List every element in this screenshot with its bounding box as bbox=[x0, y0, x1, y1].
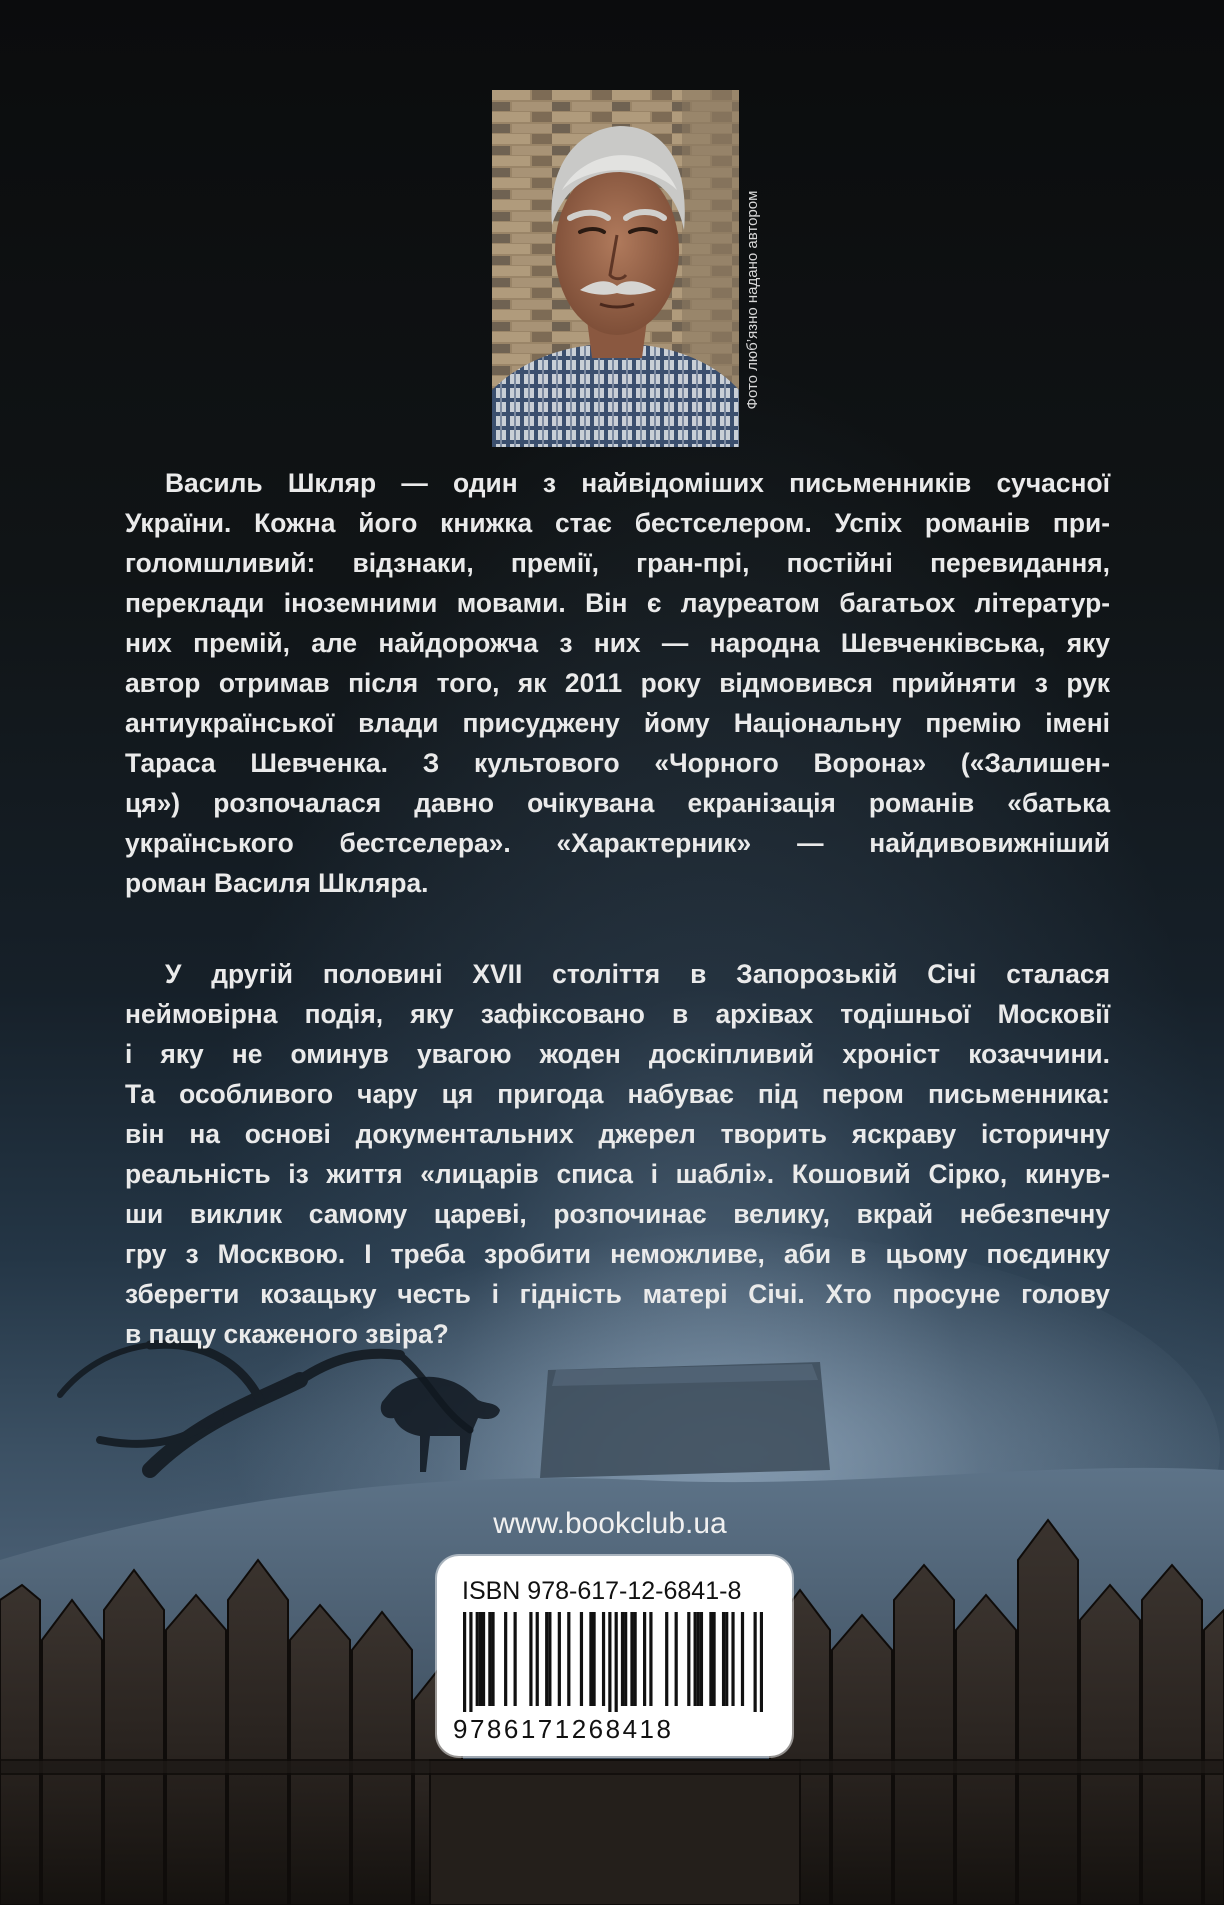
synopsis-line: в пащу скаженого звіра? bbox=[125, 1319, 449, 1349]
barcode-bar bbox=[488, 1612, 491, 1706]
barcode-bar bbox=[634, 1612, 637, 1706]
synopsis-line: неймовірна подія, яку зафіксовано в архівах тодішньої Московії bbox=[125, 999, 1110, 1029]
photo-credit: Фото люб’язно надано автором bbox=[744, 190, 761, 410]
barcode-bar bbox=[514, 1612, 517, 1706]
barcode-bar bbox=[694, 1612, 697, 1706]
barcode-bar bbox=[536, 1612, 539, 1706]
barcode-bar bbox=[630, 1612, 633, 1706]
publisher-website: www.bookclub.ua bbox=[493, 1507, 727, 1540]
barcode-bar bbox=[709, 1612, 712, 1706]
barcode-bar bbox=[675, 1612, 678, 1706]
barcode-bar bbox=[482, 1612, 485, 1706]
barcode-bar bbox=[504, 1612, 507, 1706]
barcode-bar bbox=[725, 1612, 728, 1706]
barcode-bar bbox=[697, 1612, 700, 1706]
barcode-bar bbox=[754, 1612, 757, 1712]
barcode-bar bbox=[589, 1612, 592, 1706]
bio-line: них премій, але найдорожча з них — народна Шевченківська, яку bbox=[125, 628, 1110, 658]
bio-line: Тараса Шевченка. З культового «Чорного Ворона» («Залишен- bbox=[125, 748, 1110, 778]
author-portrait bbox=[492, 90, 739, 447]
bio-line: переклади іноземними мовами. Він є лауреатом багатьох літератур- bbox=[125, 588, 1110, 618]
bio-line: українського бестселера». «Характерник» — найдивовижніший bbox=[125, 828, 1110, 858]
barcode-bar bbox=[602, 1612, 605, 1706]
synopsis-line: і яку не оминув увагою жоден доскіпливий хроніст козаччини. bbox=[125, 1039, 1110, 1069]
barcode-bar bbox=[558, 1612, 561, 1706]
bio-line: антиукраїнської влади присуджену йому Національну премію імені bbox=[125, 708, 1110, 738]
author-biography bbox=[125, 463, 1110, 903]
synopsis-line: Та особливого чару ця пригода набуває під пером письменника: bbox=[125, 1079, 1110, 1109]
synopsis-line: У другій половині XVII століття в Запорозькій Січі сталася bbox=[165, 959, 1110, 989]
barcode-bar bbox=[700, 1612, 703, 1706]
barcode-bar bbox=[712, 1612, 715, 1706]
barcode-bar bbox=[548, 1612, 551, 1706]
barcode-bar bbox=[624, 1612, 627, 1706]
barcode-bar bbox=[476, 1612, 479, 1706]
synopsis-line: він на основі документальних джерел творить яскраву історичну bbox=[125, 1119, 1110, 1149]
barcode-bar bbox=[621, 1612, 624, 1706]
author-photo bbox=[492, 90, 739, 447]
barcode-bar bbox=[469, 1612, 472, 1712]
barcode-bar bbox=[687, 1612, 690, 1706]
bio-line: роман Василя Шкляра. bbox=[125, 868, 429, 898]
bio-line: України. Кожна його книжка стає бестселером. Успіх романів при- bbox=[125, 508, 1110, 538]
synopsis-line: ши виклик самому цареві, розпочинає велику, вкрай небезпечну bbox=[125, 1199, 1110, 1229]
barcode-bar bbox=[580, 1612, 583, 1706]
barcode-bar bbox=[731, 1612, 734, 1706]
barcode-bar bbox=[649, 1612, 652, 1706]
barcode-bar bbox=[665, 1612, 668, 1706]
barcode-bar bbox=[722, 1612, 725, 1706]
barcode-bar bbox=[463, 1612, 466, 1712]
synopsis-line: зберегти козацьку честь і гідність матері Січі. Хто просуне голову bbox=[125, 1279, 1110, 1309]
barcode-bar bbox=[608, 1612, 611, 1712]
barcode-digits: 9786171268418 bbox=[453, 1714, 674, 1744]
barcode-bar bbox=[529, 1612, 532, 1706]
isbn-barcode-box bbox=[437, 1556, 792, 1756]
barcode-bar bbox=[643, 1612, 646, 1706]
bio-line: голомшливий: відзнаки, премії, гран-прі, постійні перевидання, bbox=[125, 548, 1110, 578]
barcode-bar bbox=[760, 1612, 763, 1712]
barcode-bar bbox=[741, 1612, 744, 1706]
isbn-label: ISBN 978-617-12-6841-8 bbox=[462, 1577, 742, 1605]
barcode bbox=[463, 1612, 763, 1712]
synopsis-line: гру з Москвою. І треба зробити неможливе, аби в цьому поєдинку bbox=[125, 1239, 1110, 1269]
synopsis-line: реальність із життя «лицарів списа і шаблі». Кошовий Сірко, кинув- bbox=[125, 1159, 1110, 1189]
book-synopsis bbox=[125, 954, 1110, 1354]
bio-line: Василь Шкляр — один з найвідоміших письменників сучасної bbox=[165, 468, 1110, 498]
bio-line: ця») розпочалася давно очікувана екранізація романів «батька bbox=[125, 788, 1110, 818]
barcode-bar bbox=[567, 1612, 570, 1706]
bio-line: автор отримав після того, як 2011 року відмовився прийняти з рук bbox=[125, 668, 1110, 698]
barcode-bar bbox=[491, 1612, 494, 1706]
barcode-bar bbox=[545, 1612, 548, 1706]
barcode-bar bbox=[479, 1612, 482, 1706]
barcode-bar bbox=[592, 1612, 595, 1706]
barcode-bar bbox=[615, 1612, 618, 1712]
